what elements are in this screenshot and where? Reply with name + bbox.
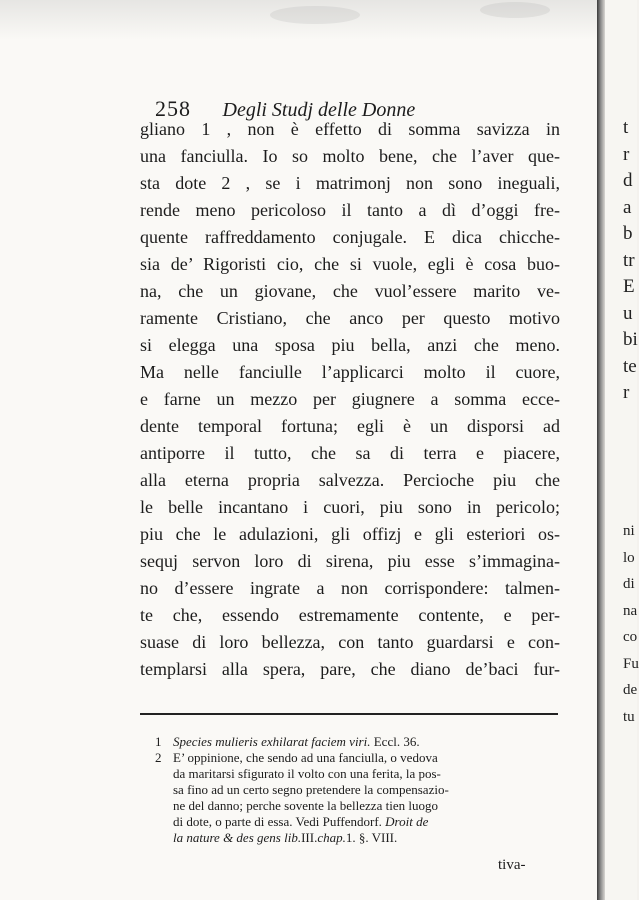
right-page-fragment: Fu — [623, 655, 639, 672]
right-page-fragment: r — [623, 382, 630, 403]
right-page-fragment: tr — [623, 249, 635, 271]
footnote-italic-text: Species mulieris exhilarat faciem viri. — [173, 734, 371, 749]
right-page-fragment: lo — [623, 549, 635, 566]
catchword: tiva- — [498, 857, 526, 873]
body-line: antiporre il tutto, che sa di terra e piacere, — [140, 443, 560, 463]
body-line: e farne un mezzo per giugnere a somma ecce- — [140, 389, 560, 409]
right-page-fragment: E — [623, 276, 635, 297]
right-page-fragment: di — [623, 576, 635, 592]
footnote-text: Eccl. 36. — [370, 734, 420, 749]
body-line: alla eterna propria salvezza. Percioche piu che — [140, 470, 560, 490]
body-line: le belle incantano i cuori, piu sono in pericolo; — [140, 497, 560, 517]
body-line: sequj servon loro di sirena, piu esse s’immagina- — [140, 551, 560, 571]
footnote-line — [155, 782, 553, 798]
footnote-line — [155, 734, 553, 750]
footnote-text: sa fino ad un certo segno pretendere la compensazio- — [173, 782, 449, 797]
footnote-text: da maritarsi sfigurato il volto con una ferita, la pos- — [173, 766, 441, 781]
footnote-marker: 1 — [155, 734, 162, 749]
footnote-line — [155, 766, 553, 782]
right-page-fragment: ni — [623, 523, 635, 539]
running-title: Degli Studj delle Donne — [222, 99, 416, 121]
footnote-text: III. — [301, 830, 318, 845]
footnote-line — [155, 798, 553, 814]
right-page-fragment: t — [623, 117, 629, 138]
body-line: ramente Cristiano, che anco per questo motivo — [140, 308, 560, 328]
right-page-fragment: bi — [623, 329, 638, 350]
body-line: templarsi alla spera, pare, che diano de’baci fur- — [140, 659, 560, 679]
footnote-divider — [140, 713, 558, 715]
body-line: si elegga una sposa piu bella, anzi che meno. — [140, 335, 560, 355]
body-line: rende meno pericoloso il tanto a dì d’oggi fre- — [140, 200, 560, 220]
body-line: te che, essendo estremamente contente, e per- — [140, 605, 560, 625]
footnote-text: ne del danno; perche sovente la bellezza tien luogo — [173, 798, 438, 813]
right-page-fragment: de — [623, 682, 638, 698]
paper-stain — [480, 2, 550, 18]
right-page-fragment: te — [623, 355, 637, 377]
footnote-text: 1. §. VIII. — [345, 830, 398, 845]
footnote-text: di dote, o parte di essa. Vedi Puffendorf. — [173, 814, 382, 829]
footnote-italic-text: Droit de — [381, 814, 429, 829]
footnote-line — [155, 814, 553, 830]
paper-stain — [270, 6, 360, 24]
right-page-fragment: d — [623, 170, 633, 191]
footnotes — [155, 734, 553, 846]
footnote-italic-text: chap. — [317, 830, 346, 845]
footnote-text: E’ oppinione, che sendo ad una fanciulla, o vedova — [173, 750, 438, 765]
right-page-fragment: co — [623, 629, 638, 645]
body-line: Ma nelle fanciulle l’applicarci molto il cuore, — [140, 362, 560, 382]
body-line: gliano 1 , non è effetto di somma savizza in — [140, 119, 560, 139]
footnote-marker: 2 — [155, 750, 162, 765]
body-line: na, che un giovane, che vuol’essere marito ve- — [140, 281, 560, 301]
right-page-fragment: na — [623, 602, 638, 619]
body-line: dente temporal fortuna; egli è un disporsi ad — [140, 416, 560, 436]
right-page-fragment: tu — [623, 708, 635, 725]
body-line: no d’essere ingrate a non corrispondere: talmen- — [140, 578, 560, 598]
footnote-italic-text: la nature & des gens lib. — [173, 830, 302, 845]
right-page-fragment: a — [623, 196, 632, 218]
page-number: 258 — [155, 96, 191, 121]
footnote-line — [155, 830, 553, 846]
body-line: sia de’ Rigoristi cio, che si vuole, egli è cosa buo- — [140, 254, 560, 274]
footnote-line — [155, 750, 553, 766]
right-page-fragment: b — [623, 223, 633, 244]
right-page-fragment: r — [623, 143, 630, 165]
book-gutter — [597, 0, 605, 900]
body-line: suase di loro bellezza, con tanto guardarsi e con- — [140, 632, 560, 652]
book-page-right-edge — [605, 0, 637, 900]
body-line: quente raffreddamento conjugale. E dica chicche- — [140, 227, 560, 247]
body-line: una fanciulla. Io so molto bene, che l’aver que- — [140, 146, 560, 166]
body-text — [140, 116, 560, 683]
body-line: piu che le adulazioni, gli offizj e gli esteriori os- — [140, 524, 560, 544]
right-page-fragment: u — [623, 302, 633, 324]
body-line: sta dote 2 , se i matrimonj non sono ineguali, — [140, 173, 560, 193]
